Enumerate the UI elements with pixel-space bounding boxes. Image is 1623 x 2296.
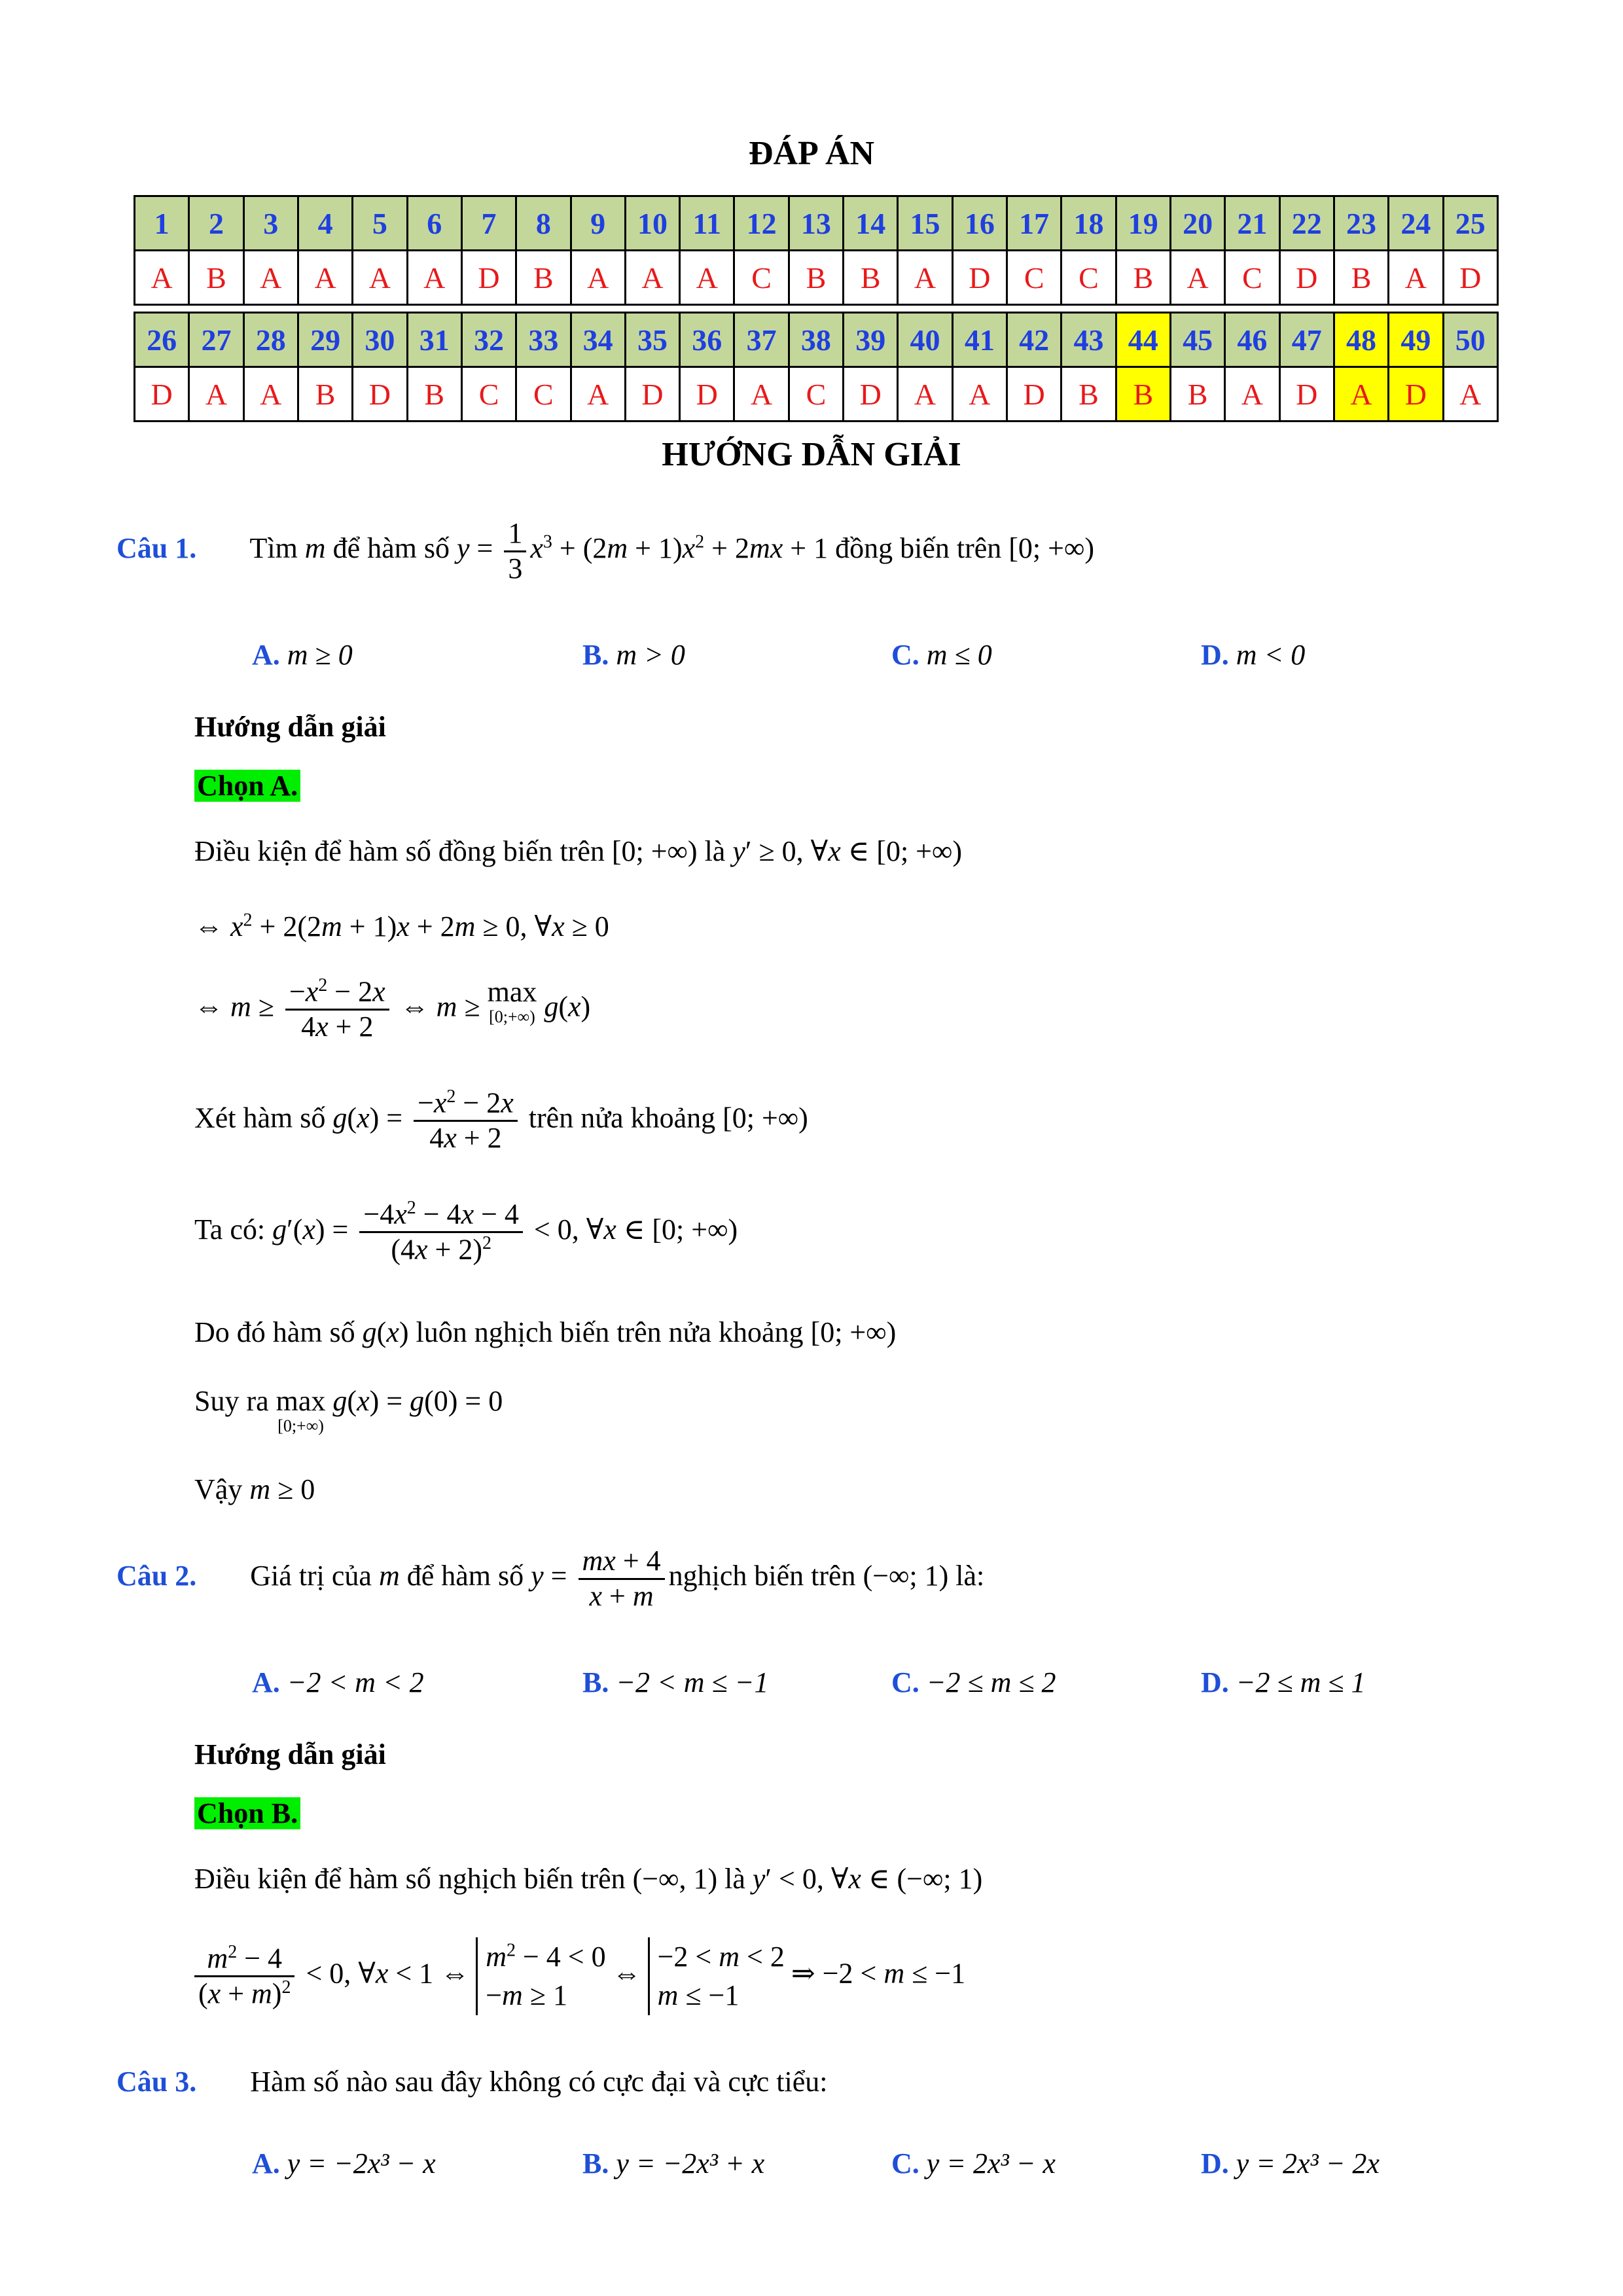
answer-letter-cell: B [844,251,898,305]
q1-step-1: Điều kiện để hàm số đồng biến trên [0; +∞) là y′ ≥ 0, ∀x ∈ [0; +∞) [194,835,963,867]
answer-number-cell: 7 [461,196,516,251]
q1-option-b[interactable]: B. m > 0 [582,639,685,671]
answer-letter-cell: A [898,367,952,422]
answer-number-cell: 42 [1007,313,1061,367]
q1-step-8: Vậy m ≥ 0 [194,1473,315,1505]
answer-letter-cell: D [1279,251,1334,305]
answer-number-cell: 29 [298,313,352,367]
answer-number-cell: 21 [1225,196,1279,251]
answer-letter-cell: B [516,251,571,305]
q1-text-a: Tìm [249,532,298,565]
answer-letter-cell: B [1116,251,1170,305]
answer-letter-cell: D [1007,367,1061,422]
answer-number-cell: 8 [516,196,571,251]
answer-number-cell: 30 [353,313,407,367]
answer-number-cell: 25 [1443,196,1498,251]
answer-letter-cell: A [135,251,189,305]
answer-letter-cell: A [1170,251,1224,305]
q1-interval: [0; +∞) [1008,532,1094,565]
answer-letter-cell: A [1389,251,1443,305]
answer-number-cell: 34 [571,313,625,367]
q1-step-7: Suy ra max [0;+∞) g(x) = g(0) = 0 [194,1385,503,1435]
answer-number-cell: 37 [734,313,789,367]
q1-chosen: Chọn A. [194,769,300,802]
q1-function: y = $\frac{1}{3}$ $x^3 + (2m + 1)x^2 + 2mx + 1$ [456,517,829,584]
answer-number-cell: 26 [135,313,189,367]
q1-option-a[interactable]: A. m ≥ 0 [252,639,353,671]
answer-number-cell: 11 [680,196,734,251]
q2-step-2: $\frac{m^2 - 4}{(x + m)^2}$ < 0, ∀x < 1 $\Leftrightarrow m^2 - 4 < 0$ −m ≥ 1⇔−2 < m < 2 m ≤ −1⇒ −2 < m ≤ −1 [194,1937,965,2015]
question-2-label: Câu 2. [116,1560,197,1592]
answer-letter-cell: D [1389,367,1443,422]
answer-letter-cell: D [625,367,679,422]
answer-letter-cell: D [680,367,734,422]
answer-letter-cell: A [625,251,679,305]
answer-number-cell: 43 [1061,313,1116,367]
q1-step-6: Do đó hàm số g(x) luôn nghịch biến trên nửa khoảng [0; +∞) [194,1316,897,1348]
answer-letter-cell: A [898,251,952,305]
answer-letter-cell: A [1443,367,1498,422]
answer-number-cell: 3 [243,196,298,251]
answer-number-cell: 38 [789,313,843,367]
answer-number-cell: 20 [1170,196,1224,251]
answer-letter-cell: C [734,251,789,305]
question-2: Câu 2. Giá trị của m để hàm số y = $\frac{mx + 4}{x + m}$ nghịch biến trên (−∞; 1) là: [116,1545,985,1612]
answer-number-cell: 35 [625,313,679,367]
answer-number-cell: 45 [1170,313,1224,367]
answer-number-cell: 39 [844,313,898,367]
answer-number-cell: 14 [844,196,898,251]
answer-letter-cell: B [1116,367,1170,422]
answer-letter-cell: D [844,367,898,422]
q1-var-m: m [304,532,326,565]
q3-option-c[interactable]: C. y = 2x³ − x [891,2147,1056,2179]
q2-option-b[interactable]: B. −2 < m ≤ −1 [582,1666,769,1698]
answer-number-cell: 9 [571,196,625,251]
answer-number-cell: 23 [1334,196,1388,251]
q3-option-b[interactable]: B. y = −2x³ + x [582,2147,765,2179]
answer-letter-cell: D [952,251,1007,305]
q3-option-a[interactable]: A. y = −2x³ − x [252,2147,436,2179]
answer-letter-cell: D [135,367,189,422]
answer-letter-cell: A [680,251,734,305]
answer-letter-cell: C [1061,251,1116,305]
answer-letter-cell: B [189,251,243,305]
answer-letter-cell: C [1007,251,1061,305]
answer-number-cell: 6 [407,196,461,251]
answer-letter-cell: D [353,367,407,422]
answer-number-cell: 44 [1116,313,1170,367]
answer-letter-cell: C [1225,251,1279,305]
answer-number-cell: 5 [353,196,407,251]
answer-number-cell: 15 [898,196,952,251]
answer-table-2 [134,312,1499,422]
answer-number-cell: 22 [1279,196,1334,251]
q2-chosen: Chọn B. [194,1797,300,1830]
answer-letter-cell: A [1225,367,1279,422]
answer-number-cell: 19 [1116,196,1170,251]
answer-letter-cell: A [407,251,461,305]
question-1-label: Câu 1. [116,532,197,565]
q1-text-b: để hàm số [332,532,450,565]
answer-number-cell: 4 [298,196,352,251]
answer-letter-cell: A [189,367,243,422]
q2-guide-heading: Hướng dẫn giải [194,1738,386,1770]
answer-letter-cell: A [734,367,789,422]
answer-number-cell: 32 [461,313,516,367]
answer-letter-cell: C [461,367,516,422]
answer-number-cell: 31 [407,313,461,367]
answer-number-cell: 1 [135,196,189,251]
answer-letter-cell: A [952,367,1007,422]
answer-letter-cell: A [1334,367,1388,422]
answer-letter-cell: B [789,251,843,305]
q1-step-2: ⇔ $x^2 + 2(2m + 1)x + 2m \ge 0$, ∀x ≥ 0 [194,910,609,942]
q3-option-d[interactable]: D. y = 2x³ − 2x [1201,2147,1380,2179]
answer-letter-cell: A [353,251,407,305]
q1-step-5: Ta có: g′(x) = $\frac{-4x^2 - 4x - 4}{(4x + 2)^2}$ < 0, ∀x ∈ [0; +∞) [194,1198,738,1266]
answer-letter-cell: D [461,251,516,305]
q1-option-c[interactable]: C. m ≤ 0 [891,639,992,671]
answer-letter-cell: B [1334,251,1388,305]
q1-guide-heading: Hướng dẫn giải [194,711,386,743]
q2-option-d[interactable]: D. −2 ≤ m ≤ 1 [1201,1666,1366,1698]
answer-table-1 [134,195,1499,306]
answer-number-cell: 41 [952,313,1007,367]
answer-number-cell: 33 [516,313,571,367]
answer-letter-cell: A [298,251,352,305]
answer-number-cell: 16 [952,196,1007,251]
answer-letter-cell: B [407,367,461,422]
answer-number-cell: 13 [789,196,843,251]
q1-step-3: ⇔ m ≥ $\frac{-x^2 - 2x}{4x + 2}$ ⇔ m ≥ max [0;+∞) g(x) [194,975,591,1043]
q2-step-1: Điều kiện để hàm số nghịch biến trên (−∞, 1) là y′ < 0, ∀x ∈ (−∞; 1) [194,1863,983,1895]
answer-number-cell: 27 [189,313,243,367]
q2-option-c[interactable]: C. −2 ≤ m ≤ 2 [891,1666,1056,1698]
answer-letter-cell: A [243,251,298,305]
question-1 [116,517,1094,585]
question-3-label: Câu 3. [116,2066,197,2098]
answer-number-cell: 36 [680,313,734,367]
answer-letter-cell: B [1170,367,1224,422]
answer-number-cell: 47 [1279,313,1334,367]
answer-number-cell: 10 [625,196,679,251]
solutions-title: HƯỚNG DẪN GIẢI [662,436,961,473]
question-3 [116,2065,827,2098]
answer-letter-cell: C [516,367,571,422]
q1-text-c: đồng biến trên [835,532,1002,565]
answer-number-cell: 18 [1061,196,1116,251]
answer-number-cell: 28 [243,313,298,367]
q1-step-4: Xét hàm số g(x) = $\frac{-x^2 - 2x}{4x + 2}$ trên nửa khoảng [0; +∞) [194,1086,808,1155]
answer-number-cell: 49 [1389,313,1443,367]
answer-letter-cell: A [571,251,625,305]
answer-number-cell: 48 [1334,313,1388,367]
q3-text: Hàm số nào sau đây không có cực đại và cực tiểu: [250,2066,828,2098]
answer-letter-cell: A [571,367,625,422]
answer-letter-cell: A [243,367,298,422]
answer-letter-cell: D [1279,367,1334,422]
answers-title: ĐÁP ÁN [748,135,875,172]
q2-option-a[interactable]: A. −2 < m < 2 [252,1666,424,1698]
answer-number-cell: 50 [1443,313,1498,367]
answer-number-cell: 40 [898,313,952,367]
answer-number-cell: 17 [1007,196,1061,251]
answer-number-cell: 2 [189,196,243,251]
answer-letter-cell: D [1443,251,1498,305]
answer-letter-cell: B [298,367,352,422]
answer-number-cell: 24 [1389,196,1443,251]
answer-letter-cell: B [1061,367,1116,422]
q1-option-d[interactable]: D. m < 0 [1201,639,1306,671]
answer-number-cell: 46 [1225,313,1279,367]
answer-letter-cell: C [789,367,843,422]
answer-number-cell: 12 [734,196,789,251]
